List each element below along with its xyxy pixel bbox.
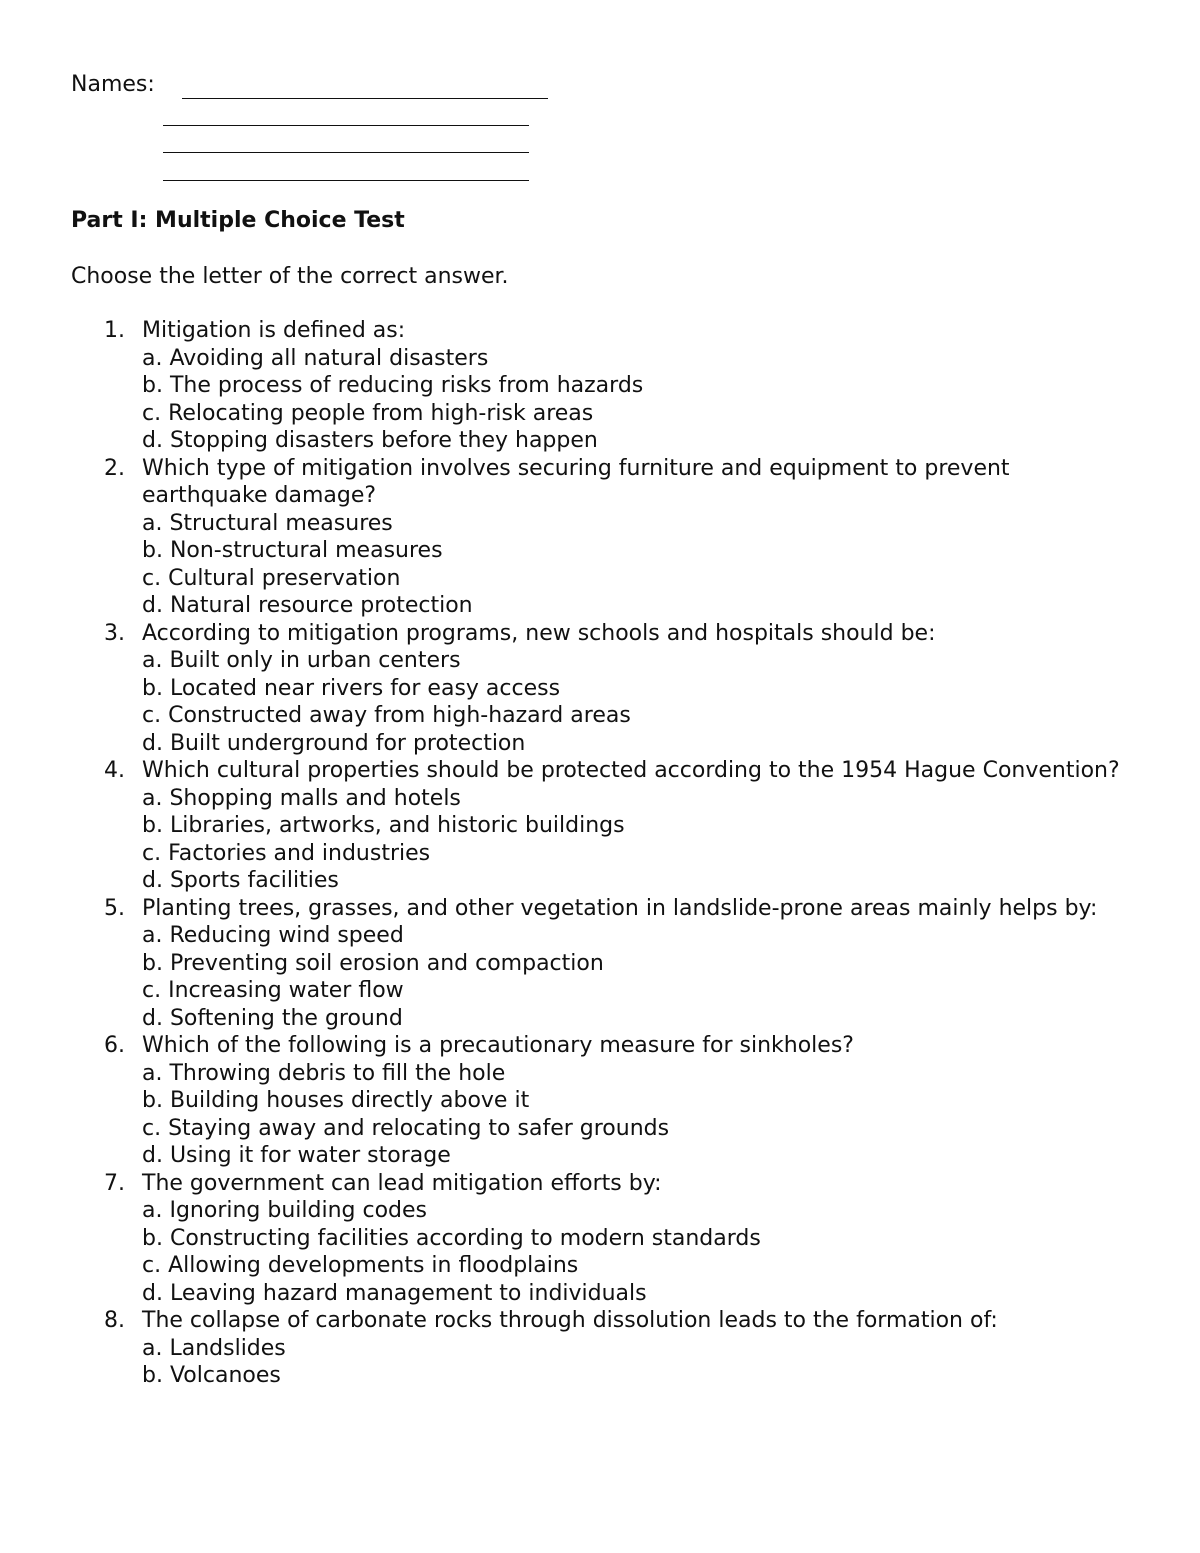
answer-option: c. Factories and industries [142,840,431,866]
question-text: The government can lead mitigation efforts by: [142,1170,662,1196]
answer-option: d. Using it for water storage [142,1143,451,1168]
question-number: 8. [104,1308,125,1333]
question-1 [0,317,1200,455]
answer-option: d. Natural resource protection [142,593,473,618]
question-text: Mitigation is defined as: [142,318,406,343]
question-number: 2. [104,455,125,481]
answer-option: a. Structural measures [142,510,393,536]
answer-option: a. Avoiding all natural disasters [142,345,489,371]
question-6 [0,1032,1200,1170]
answer-option: b. Non-structural measures [142,538,443,563]
name-blank-line-4[interactable] [163,180,529,181]
answer-option: c. Cultural preservation [142,565,401,591]
answer-option: a. Reducing wind speed [142,923,404,948]
question-2 [0,455,1200,620]
answer-option: b. Located near rivers for easy access [142,675,561,701]
question-number: 7. [104,1170,125,1196]
question-text: Which cultural properties should be protected according to the 1954 Hague Convention? [142,758,1120,783]
question-text: Which of the following is a precautionary measure for sinkholes? [142,1033,854,1058]
part-title: Part I: Multiple Choice Test [71,208,405,233]
answer-option: a. Landslides [142,1335,286,1361]
name-blank-line-2[interactable] [163,125,529,126]
question-text: The collapse of carbonate rocks through dissolution leads to the formation of: [142,1308,998,1333]
question-number: 5. [104,895,125,921]
answer-option: b. Volcanoes [142,1363,281,1388]
question-number: 4. [104,758,125,783]
answer-option: c. Allowing developments in floodplains [142,1253,579,1278]
question-text: Planting trees, grasses, and other vegetation in landslide-prone areas mainly helps by: [142,895,1098,921]
answer-option: c. Relocating people from high-risk areas [142,400,594,426]
question-8 [0,1307,1200,1390]
question-text: According to mitigation programs, new schools and hospitals should be: [142,620,936,646]
answer-option: d. Built underground for protection [142,730,526,756]
instruction-text: Choose the letter of the correct answer. [71,264,509,289]
question-5 [0,895,1200,1033]
answer-option: a. Built only in urban centers [142,648,461,673]
answer-option: d. Sports facilities [142,868,339,893]
answer-option: b. Libraries, artworks, and historic buildings [142,813,625,838]
names-label: Names: [71,72,155,97]
answer-option: d. Stopping disasters before they happen [142,428,598,453]
answer-option: d. Leaving hazard management to individuals [142,1280,647,1306]
answer-option: b. Building houses directly above it [142,1088,530,1113]
name-blank-line-1[interactable] [182,98,548,99]
answer-option: b. The process of reducing risks from hazards [142,373,644,398]
question-7 [0,1170,1200,1308]
answer-option: c. Constructed away from high-hazard areas [142,703,631,728]
question-number: 3. [104,620,125,646]
answer-option: c. Staying away and relocating to safer grounds [142,1115,670,1141]
answer-option: b. Preventing soil erosion and compaction [142,950,604,976]
answer-option: a. Throwing debris to fill the hole [142,1060,506,1086]
answer-option: b. Constructing facilities according to modern standards [142,1225,761,1251]
answer-option: a. Shopping malls and hotels [142,785,461,811]
answer-option: d. Softening the ground [142,1005,403,1031]
question-text: Which type of mitigation involves securing furniture and equipment to prevent earthquake damage? [142,455,1010,508]
answer-option: a. Ignoring building codes [142,1198,428,1223]
answer-option: c. Increasing water flow [142,978,404,1003]
question-number: 1. [104,318,125,343]
question-3 [0,620,1200,758]
name-blank-line-3[interactable] [163,152,529,153]
question-number: 6. [104,1033,125,1058]
question-list [0,317,1200,1390]
question-4 [0,757,1200,895]
